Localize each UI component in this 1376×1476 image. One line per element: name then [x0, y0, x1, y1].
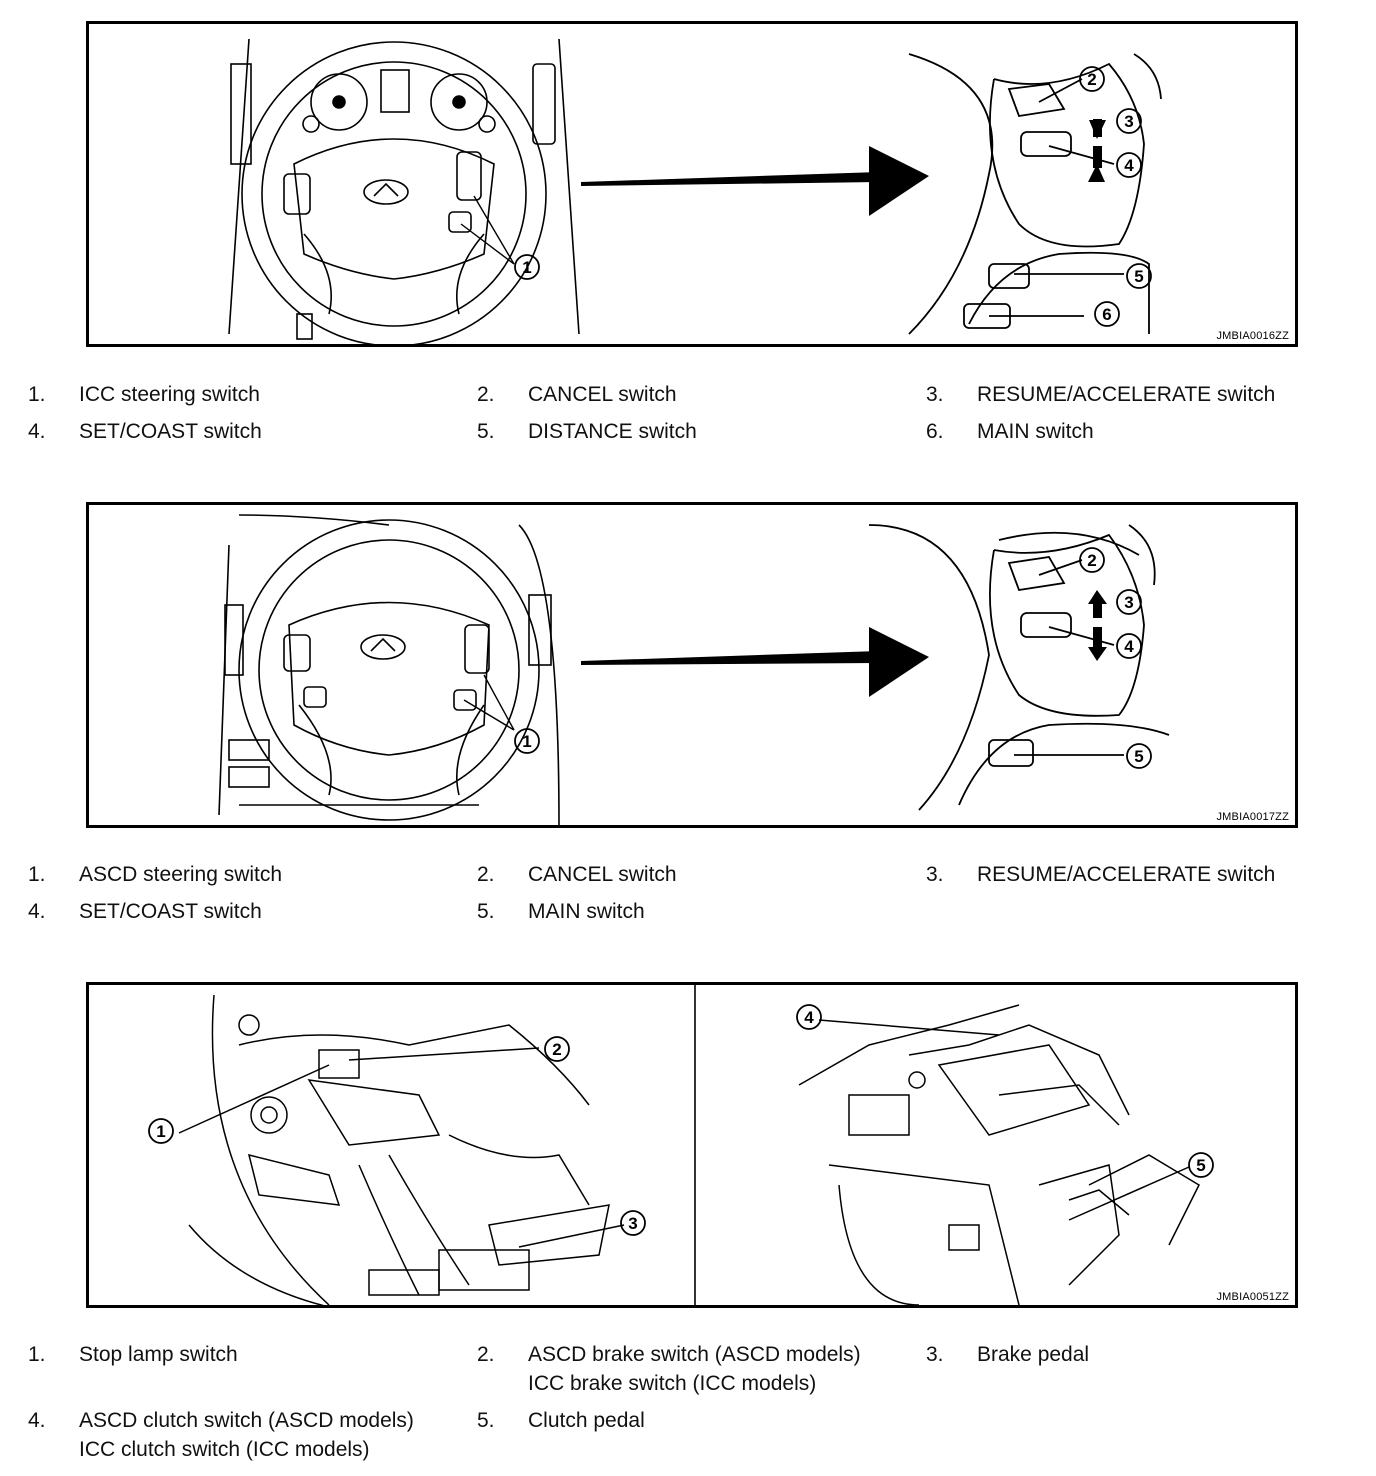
legend-text: SET/COAST switch: [79, 900, 262, 923]
legend-num: 5.: [477, 420, 495, 443]
legend-num: 4.: [28, 1409, 46, 1432]
callout-4: 4: [1124, 156, 1134, 175]
callout-1: 1: [522, 732, 532, 751]
callout-4: 4: [1124, 637, 1134, 656]
callout-1: 1: [522, 258, 532, 277]
callout-2: 2: [1087, 70, 1097, 89]
legend-text: DISTANCE switch: [528, 420, 697, 443]
legend-num: 5.: [477, 1409, 495, 1432]
legend-text: RESUME/ACCELERATE switch: [977, 383, 1276, 406]
legend-num: 1.: [28, 863, 46, 886]
steering-wheel-illustration-icc: [89, 24, 1298, 347]
figure-id: JMBIA0051ZZ: [1216, 1291, 1289, 1303]
legend-num: 2.: [477, 863, 495, 886]
legend-num: 5.: [477, 900, 495, 923]
legend-text: MAIN switch: [977, 420, 1094, 443]
legend-num: 6.: [926, 420, 944, 443]
legend-text: SET/COAST switch: [79, 420, 262, 443]
steering-wheel-illustration-ascd: [89, 505, 1298, 828]
legend-num: 2.: [477, 1343, 495, 1366]
legend-num: 2.: [477, 383, 495, 406]
callout-2: 2: [552, 1040, 562, 1059]
figure-icc-steering-switch: [86, 21, 1298, 347]
figure-id: JMBIA0017ZZ: [1216, 811, 1289, 823]
legend-num: 4.: [28, 900, 46, 923]
figure-id: JMBIA0016ZZ: [1216, 330, 1289, 342]
legend-text: RESUME/ACCELERATE switch: [977, 863, 1276, 886]
callout-2: 2: [1087, 551, 1097, 570]
legend-num: 1.: [28, 383, 46, 406]
legend-text: ICC brake switch (ICC models): [528, 1372, 817, 1395]
legend-num: 3.: [926, 1343, 944, 1366]
pedal-switches-illustration: [89, 985, 1298, 1308]
legend-num: 3.: [926, 863, 944, 886]
callout-5: 5: [1134, 747, 1144, 766]
figure-ascd-steering-switch: [86, 502, 1298, 828]
legend-text: ICC steering switch: [79, 383, 260, 406]
callout-3: 3: [1124, 593, 1134, 612]
legend-text: Brake pedal: [977, 1343, 1090, 1366]
callout-5: 5: [1196, 1156, 1206, 1175]
legend-text: ICC clutch switch (ICC models): [79, 1438, 370, 1461]
legend-text: CANCEL switch: [528, 383, 677, 406]
legend-num: 4.: [28, 420, 46, 443]
callout-3: 3: [628, 1214, 638, 1233]
callout-4: 4: [804, 1008, 814, 1027]
legend-text: ASCD brake switch (ASCD models): [528, 1343, 861, 1366]
callout-5: 5: [1134, 267, 1144, 286]
legend-text: MAIN switch: [528, 900, 645, 923]
legend-text: Stop lamp switch: [79, 1343, 238, 1366]
callout-1: 1: [156, 1122, 166, 1141]
legend-text: ASCD steering switch: [79, 863, 283, 886]
legend-text: CANCEL switch: [528, 863, 677, 886]
legend-num: 3.: [926, 383, 944, 406]
legend-num: 1.: [28, 1343, 46, 1366]
callout-3: 3: [1124, 112, 1134, 131]
legend-text: Clutch pedal: [528, 1409, 645, 1432]
legend-text: ASCD clutch switch (ASCD models): [79, 1409, 414, 1432]
callout-6: 6: [1102, 305, 1112, 324]
figure-pedal-switches: [86, 982, 1298, 1308]
